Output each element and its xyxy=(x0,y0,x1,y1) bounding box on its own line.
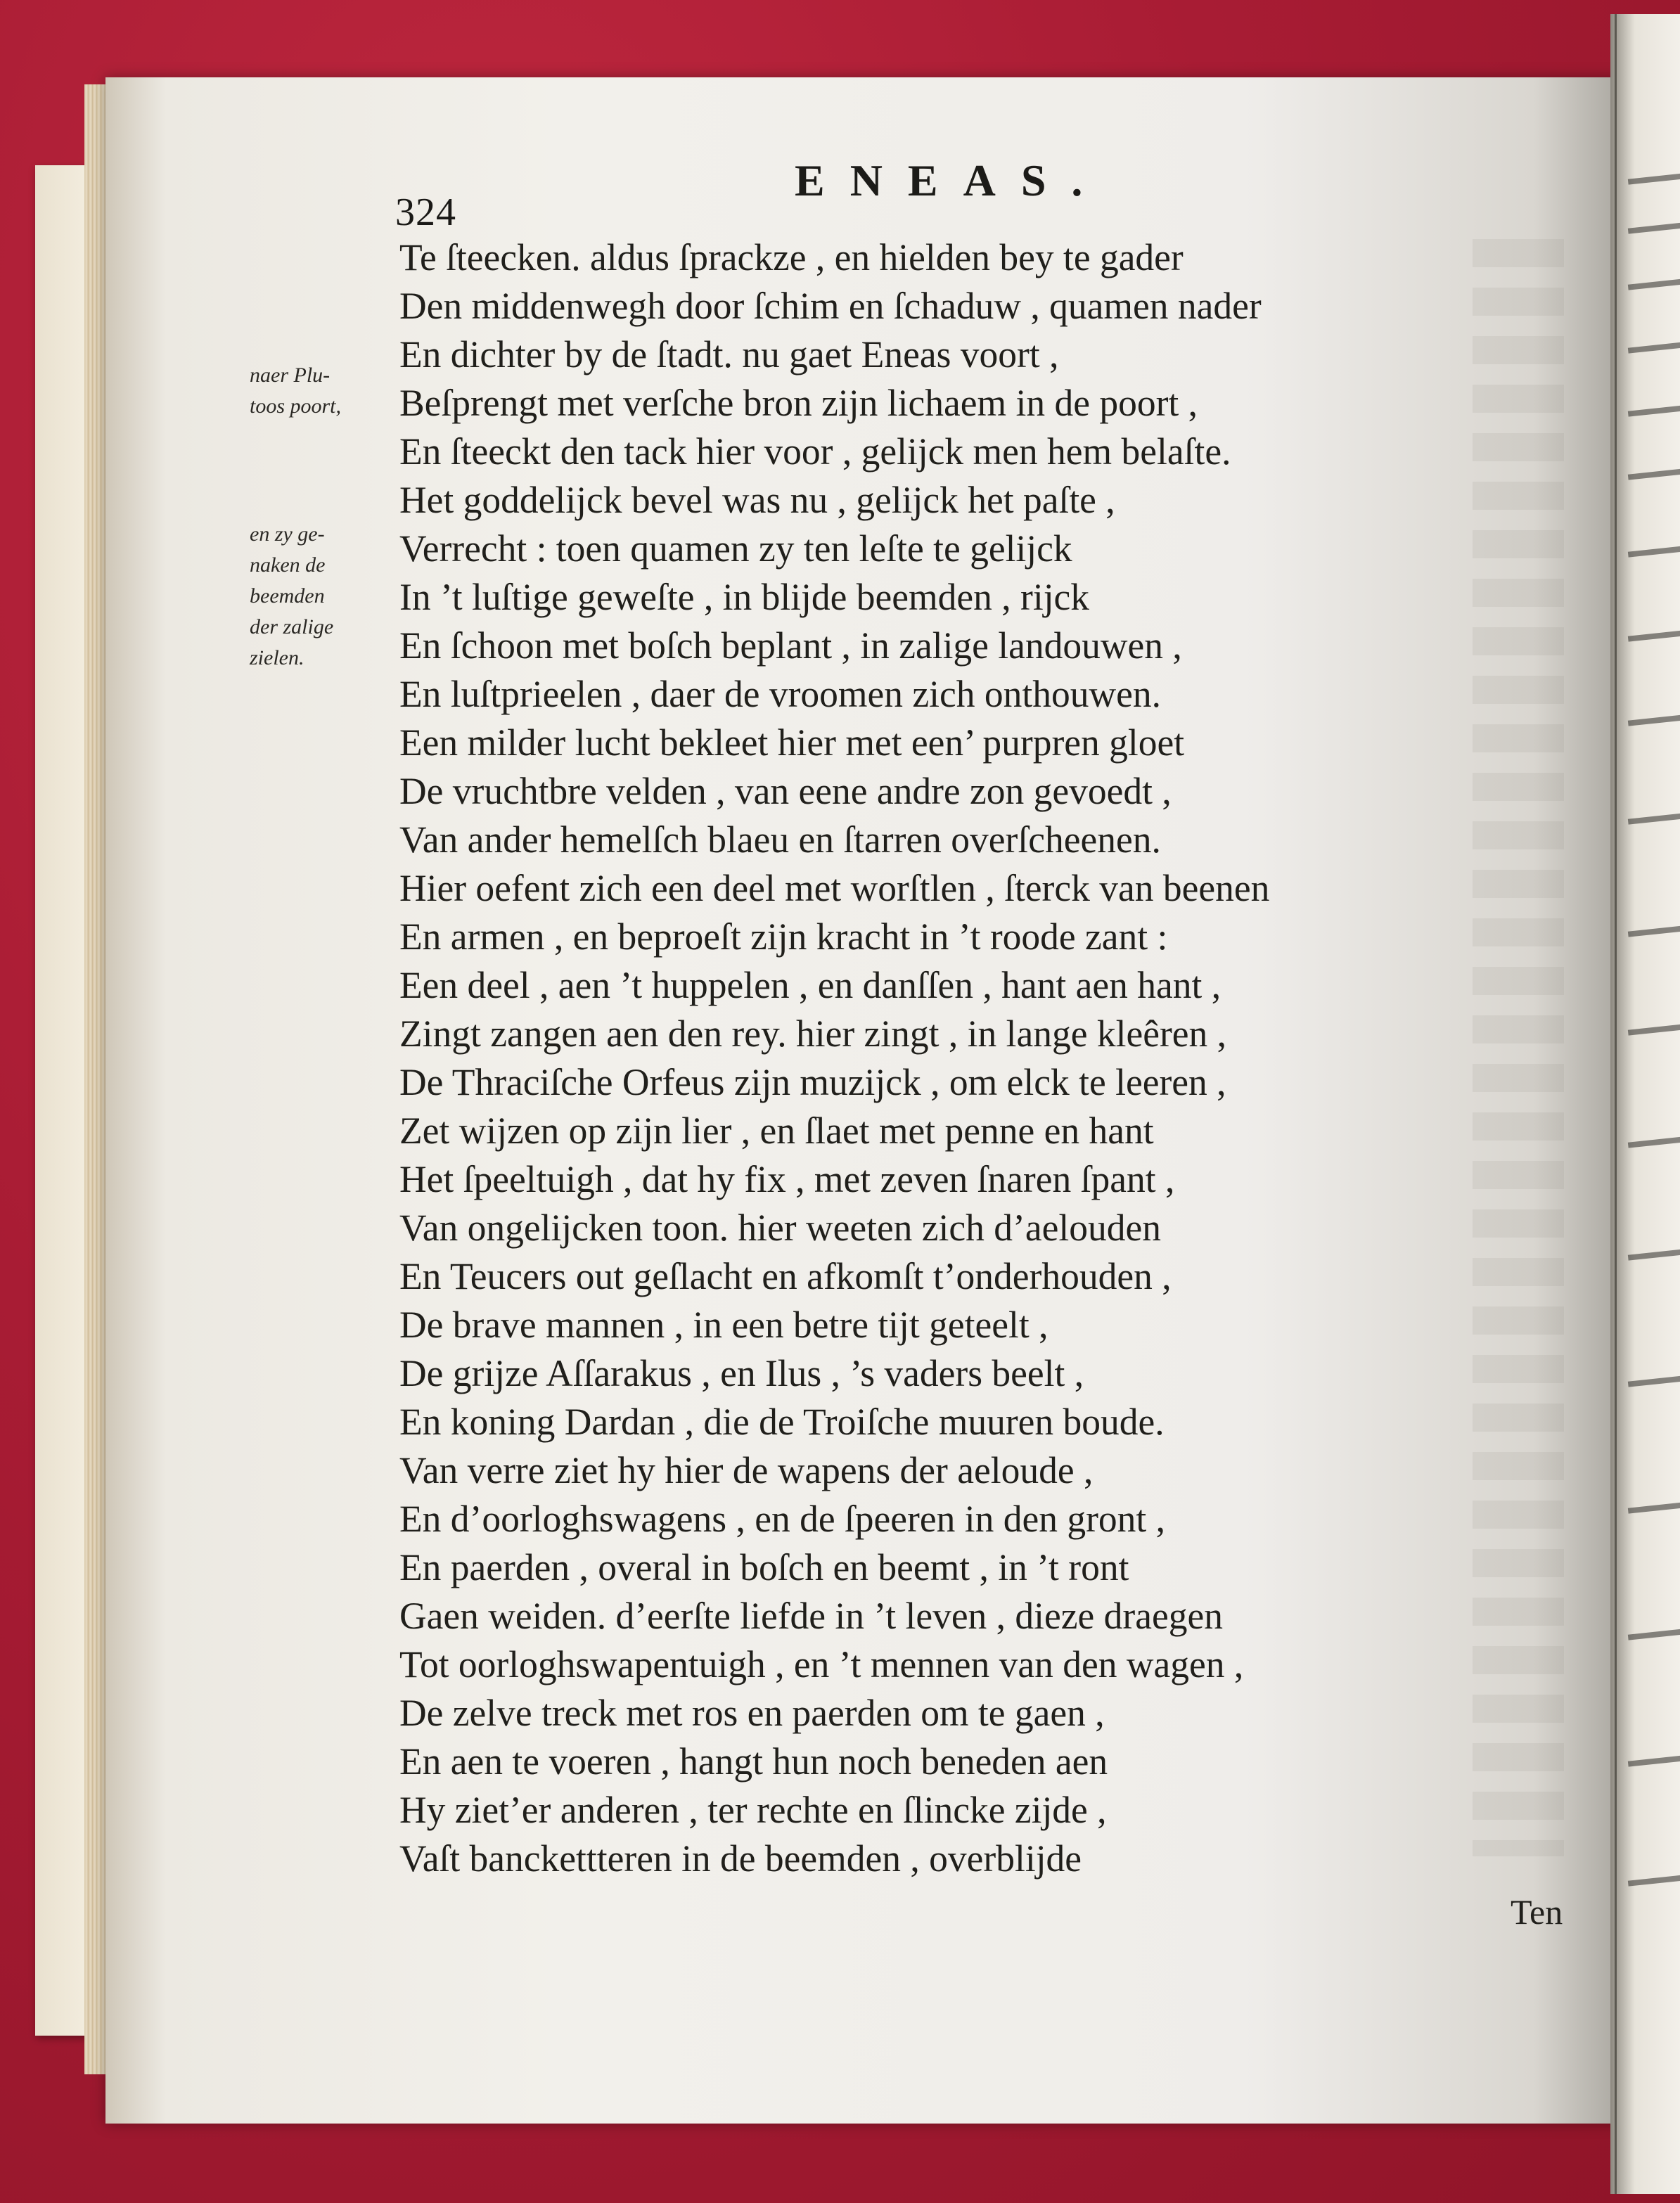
facing-text-fragment xyxy=(1628,172,1680,184)
verse-block xyxy=(399,233,1567,1883)
verse-line: In ’t luſtige geweſte , in blijde beemden , rijck xyxy=(399,576,1090,618)
verse-line: De vruchtbre velden , van eene andre zon gevoedt , xyxy=(399,770,1172,812)
margin-note-line: en zy ge- xyxy=(250,522,325,546)
verse-line: Zingt zangen aen den rey. hier zingt , in lange kleêren , xyxy=(399,1013,1227,1055)
verse-line: Verrecht : toen quamen zy ten leſte te gelijck xyxy=(399,527,1072,570)
verse-line: Hier oefent zich een deel met worſtlen , ſterck van beenen xyxy=(399,867,1270,909)
facing-page-edge xyxy=(1610,14,1680,2194)
verse-line: De grijze Aſſarakus , en Ilus , ’s vaders beelt , xyxy=(399,1352,1084,1394)
margin-note-line: zielen. xyxy=(250,646,304,669)
verse-line: Hy ziet’er anderen , ter rechte en ſlincke zijde , xyxy=(399,1789,1107,1831)
verse-line: En koning Dardan , die de Troiſche muuren boude. xyxy=(399,1401,1165,1443)
facing-text-fragment xyxy=(1628,278,1680,290)
facing-text-fragment xyxy=(1628,1136,1680,1148)
facing-text-fragment xyxy=(1628,629,1680,641)
verse-line: En armen , en beproeſt zijn kracht in ’t roode zant : xyxy=(399,916,1168,958)
catchword: Ten xyxy=(1511,1892,1563,1932)
verse-line: En luſtprieelen , daer de vroomen zich onthouwen. xyxy=(399,673,1162,715)
verse-line: En ſchoon met boſch beplant , in zalige landouwen , xyxy=(399,624,1182,667)
facing-text-fragment xyxy=(1628,1248,1680,1260)
verse-line: Den middenwegh door ſchim en ſchaduw , quamen nader xyxy=(399,285,1262,327)
margin-note xyxy=(250,519,397,674)
gutter-shadow xyxy=(1615,14,1617,2194)
verse-line: De brave mannen , in een betre tijt geteelt , xyxy=(399,1304,1049,1346)
verse-line: Een milder lucht bekleet hier met een’ purpren gloet xyxy=(399,721,1185,764)
verse-line: De Thraciſche Orfeus zijn muzijck , om elck te leeren , xyxy=(399,1061,1226,1103)
facing-text-fragment xyxy=(1628,221,1680,233)
verse-line: Van ongelijcken toon. hier weeten zich d’aelouden xyxy=(399,1207,1161,1249)
verse-line: Vaſt banckettteren in de beemden , overblijde xyxy=(399,1837,1082,1880)
verse-line: Een deel , aen ’t huppelen , en danſſen , hant aen hant , xyxy=(399,964,1221,1006)
verse-line: En paerden , overal in boſch en beemt , in ’t ront xyxy=(399,1546,1129,1588)
facing-text-fragment xyxy=(1628,925,1680,937)
verse-line: En dichter by de ſtadt. nu gaet Eneas voort , xyxy=(399,333,1059,375)
facing-text-fragment xyxy=(1628,404,1680,416)
facing-text-fragment xyxy=(1628,1501,1680,1513)
verse-line: En Teucers out geſlacht en afkomſt t’onderhouden , xyxy=(399,1255,1172,1297)
verse-line: Gaen weiden. d’eerſte liefde in ’t leven , dieze draegen xyxy=(399,1595,1223,1637)
margin-note-line: beemden xyxy=(250,584,325,608)
margin-note-line: naer Plu- xyxy=(250,364,331,387)
verse-line: Van verre ziet hy hier de wapens der aeloude , xyxy=(399,1449,1094,1491)
margin-note-line: toos poort, xyxy=(250,394,342,418)
facing-text-fragment xyxy=(1628,1628,1680,1640)
verse-line: Te ſteecken. aldus ſprackze , en hielden bey te gader xyxy=(399,236,1184,278)
margin-note-line: naken de xyxy=(250,553,326,577)
facing-text-fragment xyxy=(1628,1874,1680,1886)
facing-text-fragment xyxy=(1628,714,1680,726)
verse-line: En d’oorloghswagens , en de ſpeeren in den gront , xyxy=(399,1498,1166,1540)
running-title: ENEAS. xyxy=(795,155,1108,205)
margin-note-line: der zalige xyxy=(250,615,334,638)
verse-line: De zelve treck met ros en paerden om te gaen , xyxy=(399,1692,1105,1734)
verse-line: Het goddelijck bevel was nu , gelijck het paſte , xyxy=(399,479,1115,521)
verse-line: En ſteeckt den tack hier voor , gelijck men hem belaſte. xyxy=(399,430,1231,473)
facing-text-fragment xyxy=(1628,341,1680,353)
page-number: 324 xyxy=(395,191,456,234)
verse-line: Beſprengt met verſche bron zijn lichaem in de poort , xyxy=(399,382,1198,424)
verse-line: Van ander hemelſch blaeu en ſtarren overſcheenen. xyxy=(399,818,1161,861)
verse-line: Het ſpeeltuigh , dat hy fix , met zeven ſnaren ſpant , xyxy=(399,1158,1175,1200)
facing-text-fragment xyxy=(1628,545,1680,557)
facing-text-fragment xyxy=(1628,1023,1680,1035)
verse-line: Tot oorloghswapentuigh , en ’t mennen van den wagen , xyxy=(399,1643,1244,1685)
verse-line: En aen te voeren , hangt hun noch beneden aen xyxy=(399,1740,1108,1783)
facing-text-fragment xyxy=(1628,468,1680,480)
verse-line: Zet wijzen op zijn lier , en ſlaet met penne en hant xyxy=(399,1110,1154,1152)
facing-text-fragment xyxy=(1628,812,1680,824)
margin-note xyxy=(250,360,397,422)
facing-text-fragment xyxy=(1628,1375,1680,1387)
facing-text-fragment xyxy=(1628,1754,1680,1766)
